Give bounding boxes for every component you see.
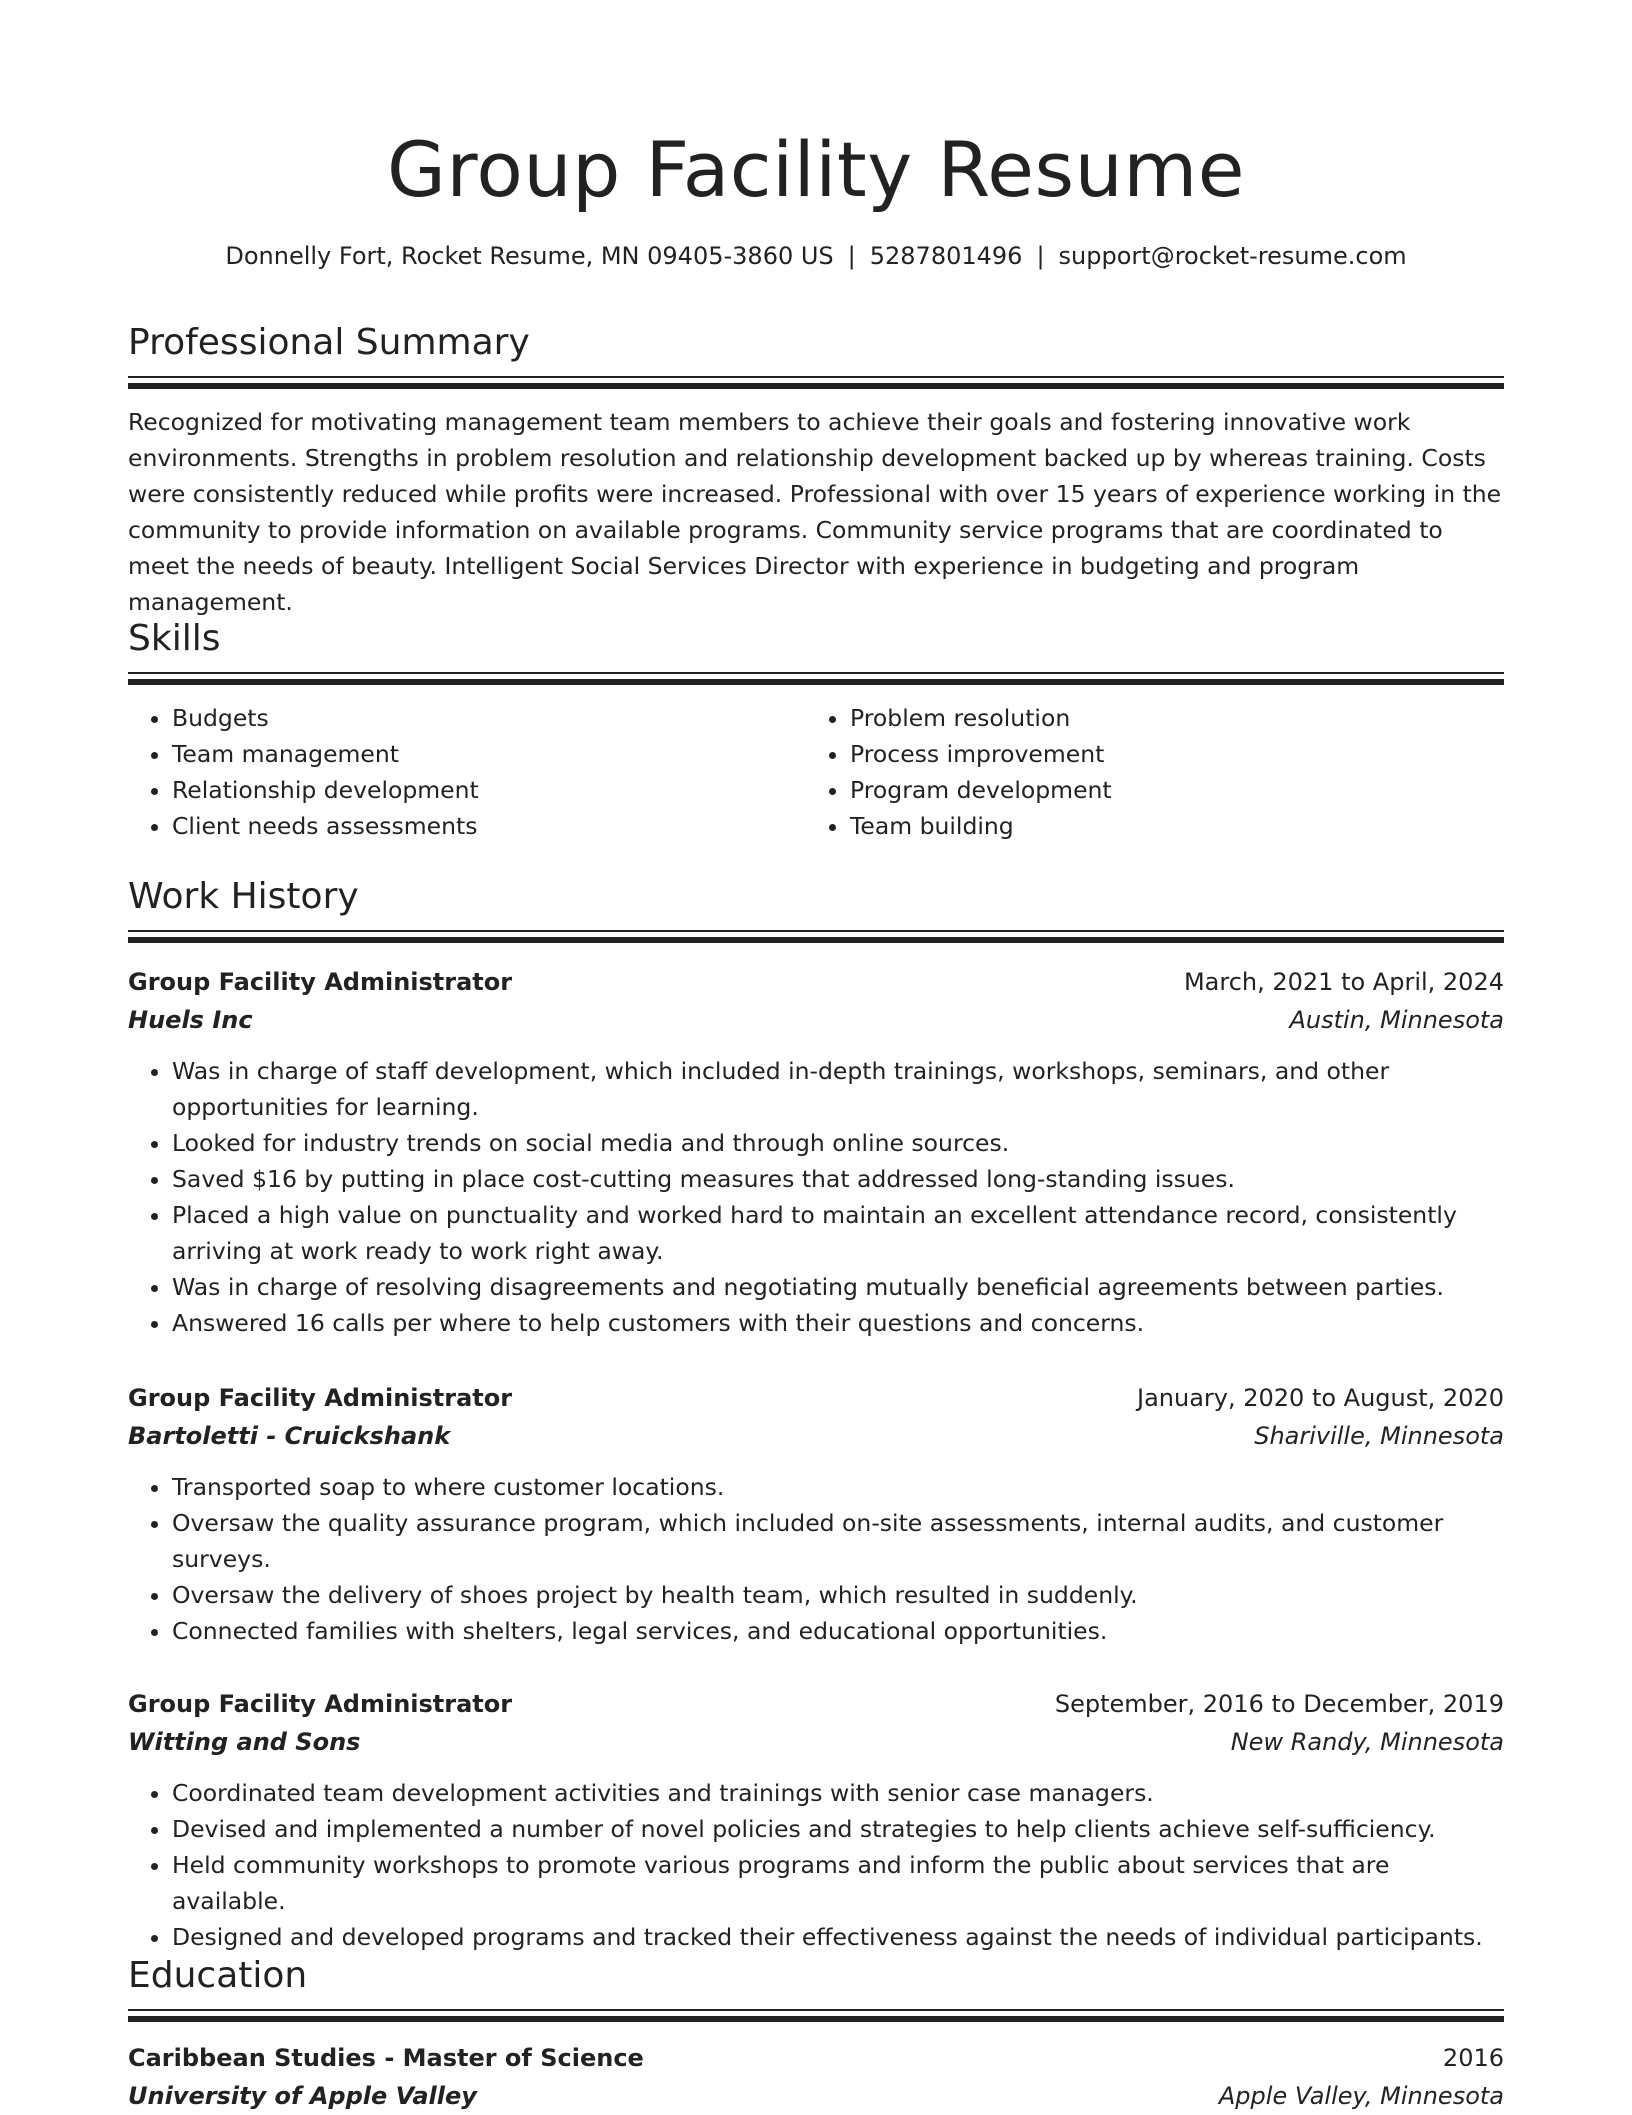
section-divider-thick [128,383,1504,389]
job-bullet: • Answered 16 calls per where to help customers with their questions and concerns. [172,1305,1504,1341]
skill-item: • Team building [850,808,1484,844]
job-subheader-row [128,1723,1504,1761]
skill-item: • Relationship development [172,772,806,808]
job-dates: March, 2021 to April, 2024 [1183,968,1504,996]
skills-list [128,700,1504,844]
section-divider-thin [128,2009,1504,2011]
job-subheader-row [128,1417,1504,1455]
job-bullet: • Was in charge of staff development, which included in-depth trainings, workshops, seminars, and other opportunities for learning. [172,1053,1504,1125]
job-bullet: • Was in charge of resolving disagreements and negotiating mutually beneficial agreements between parties. [172,1269,1504,1305]
job-header-row [128,1685,1504,1723]
job-company: Huels Inc [128,1006,253,1034]
job-bullet: • Devised and implemented a number of novel policies and strategies to help clients achieve self-sufficiency. [172,1811,1504,1847]
skill-item: • Team management [172,736,806,772]
skills-section-header [128,614,1504,685]
job-location: Shariville, Minnesota [1254,1422,1504,1450]
job-bullet: • Looked for industry trends on social media and through online sources. [172,1125,1504,1161]
education-degree: Caribbean Studies - Master of Science [128,2044,644,2072]
job-bullets [128,1469,1504,1649]
education-location: Apple Valley, Minnesota [1218,2082,1504,2110]
education-entry [128,2039,1504,2115]
job-dates: September, 2016 to December, 2019 [1054,1690,1504,1718]
skill-item: • Client needs assessments [172,808,806,844]
skills-heading: Skills [128,618,221,659]
summary-section-header [128,318,1504,389]
section-divider-thin [128,672,1504,674]
section-divider-thin [128,376,1504,378]
job-entry [128,1685,1504,1955]
education-heading: Education [128,1955,308,1996]
job-company: Bartoletti - Cruickshank [128,1422,451,1450]
skills-column-left [128,700,806,844]
job-bullet: • Transported soap to where customer locations. [172,1469,1504,1505]
job-location: New Randy, Minnesota [1230,1728,1504,1756]
job-bullet: • Designed and developed programs and tracked their effectiveness against the needs of individual participants. [172,1919,1504,1955]
skill-item: • Program development [850,772,1484,808]
contact-separator: | [847,242,856,270]
job-bullet: • Placed a high value on punctuality and worked hard to maintain an excellent attendance record, consistently arriving at work ready to work right away. [172,1197,1504,1269]
job-title: Group Facility Administrator [128,968,513,996]
contact-address: Donnelly Fort, Rocket Resume, MN 09405-3860 US [225,242,834,270]
skill-item: • Process improvement [850,736,1484,772]
skills-column-right [806,700,1484,844]
work-heading: Work History [128,876,359,917]
job-bullet: • Oversaw the quality assurance program, which included on-site assessments, internal audits, and customer surveys. [172,1505,1504,1577]
job-bullet: • Held community workshops to promote various programs and inform the public about services that are available. [172,1847,1504,1919]
section-divider-thick [128,679,1504,685]
contact-separator: | [1036,242,1045,270]
section-divider-thin [128,930,1504,932]
education-subheader-row [128,2077,1504,2115]
job-subheader-row [128,1001,1504,1039]
summary-text: Recognized for motivating management team members to achieve their goals and fostering innovative work environments. Strengths in problem resolution and relationship development backed up by whereas training. Costs were consistently reduced while profits were increased. Professional with over 15 years of experience working in the community to provide information on available programs. Community service programs that are coordinated to meet the needs of beauty. Intelligent Social Services Director with experience in budgeting and program management. [128,408,1502,616]
contact-email: support@rocket-resume.com [1058,242,1407,270]
job-location: Austin, Minnesota [1289,1006,1504,1034]
resume-title: Group Facility Resume [386,125,1246,214]
skill-item: • Problem resolution [850,700,1484,736]
section-divider-thick [128,2016,1504,2022]
job-title: Group Facility Administrator [128,1384,513,1412]
job-dates: January, 2020 to August, 2020 [1137,1384,1504,1412]
job-bullet: • Connected families with shelters, legal services, and educational opportunities. [172,1613,1504,1649]
job-entry [128,1379,1504,1649]
education-header-row [128,2039,1504,2077]
work-section-header [128,872,1504,943]
job-title: Group Facility Administrator [128,1690,513,1718]
education-year: 2016 [1442,2044,1504,2072]
job-bullets [128,1775,1504,1955]
education-section-header [128,1951,1504,2022]
education-school: University of Apple Valley [128,2082,477,2110]
job-bullet: • Coordinated team development activities and trainings with senior case managers. [172,1775,1504,1811]
job-header-row [128,1379,1504,1417]
job-entry [128,963,1504,1341]
summary-heading: Professional Summary [128,322,530,363]
job-bullet: • Oversaw the delivery of shoes project by health team, which resulted in suddenly. [172,1577,1504,1613]
job-header-row [128,963,1504,1001]
job-company: Witting and Sons [128,1728,361,1756]
job-bullets [128,1053,1504,1341]
job-bullet: • Saved $16 by putting in place cost-cutting measures that addressed long-standing issues. [172,1161,1504,1197]
contact-line [128,238,1504,274]
skill-item: • Budgets [172,700,806,736]
section-divider-thick [128,937,1504,943]
contact-phone: 5287801496 [869,242,1023,270]
